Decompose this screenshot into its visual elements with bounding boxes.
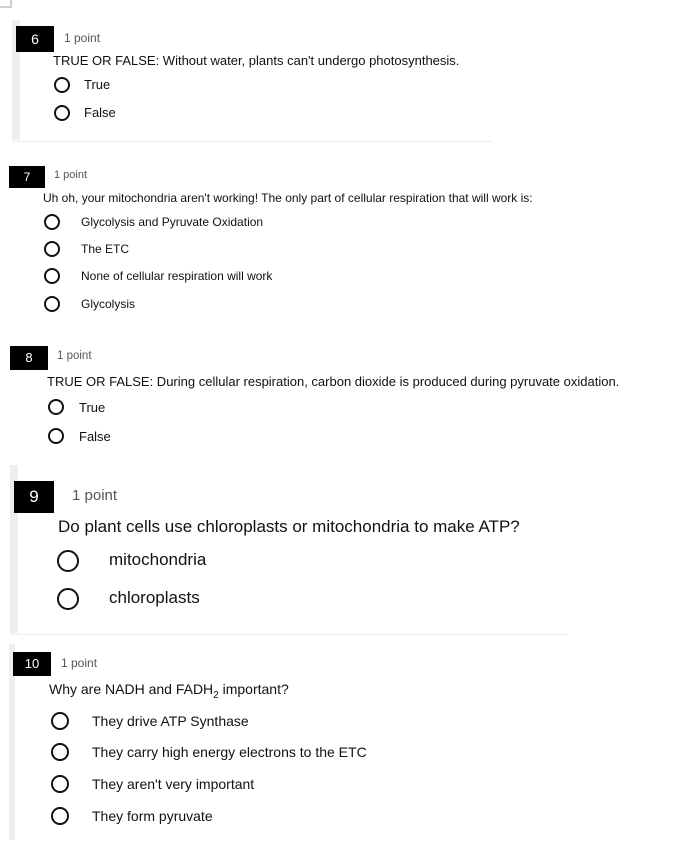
points-label: 1 point: [61, 656, 98, 670]
radio-form-pyruvate[interactable]: [51, 807, 69, 825]
radio-false[interactable]: [48, 428, 64, 444]
points-label: 1 point: [64, 31, 101, 45]
question-prompt: TRUE OR FALSE: Without water, plants can't undergo photosynthesis.: [53, 53, 460, 68]
option-label[interactable]: False: [79, 429, 111, 444]
points-label: 1 point: [57, 350, 92, 362]
question-number: 9: [14, 481, 54, 513]
option-label[interactable]: The ETC: [81, 242, 130, 256]
radio-glycolysis-pyruvate[interactable]: [44, 214, 60, 230]
option-label[interactable]: Glycolysis: [81, 297, 136, 311]
question-number: 6: [16, 26, 54, 52]
divider: [10, 634, 568, 635]
radio-etc[interactable]: [44, 241, 60, 257]
question-number: 10: [13, 652, 51, 676]
option-label[interactable]: False: [84, 105, 116, 120]
option-label[interactable]: They carry high energy electrons to the ETC: [92, 744, 367, 760]
points-label: 1 point: [54, 169, 88, 181]
radio-mitochondria[interactable]: [57, 550, 79, 572]
question-prompt: TRUE OR FALSE: During cellular respiration, carbon dioxide is produced during pyruvate oxidation.: [47, 374, 620, 389]
option-label[interactable]: True: [79, 400, 106, 415]
radio-glycolysis[interactable]: [44, 296, 60, 312]
radio-atp-synthase[interactable]: [51, 712, 69, 730]
prompt-part: Why are NADH and FADH: [49, 681, 214, 697]
option-label[interactable]: They aren't very important: [92, 776, 255, 792]
option-label[interactable]: They form pyruvate: [92, 808, 213, 824]
question-number: 8: [10, 346, 48, 370]
radio-true[interactable]: [54, 77, 70, 93]
points-label: 1 point: [72, 487, 118, 504]
prompt-part: important?: [218, 681, 289, 697]
option-label[interactable]: mitochondria: [109, 550, 207, 569]
question-prompt: Do plant cells use chloroplasts or mitochondria to make ATP?: [58, 517, 520, 536]
question-prompt: [49, 681, 289, 701]
radio-none[interactable]: [44, 268, 60, 284]
option-label[interactable]: None of cellular respiration will work: [81, 269, 273, 283]
radio-chloroplasts[interactable]: [57, 588, 79, 610]
question-prompt: Uh oh, your mitochondria aren't working! The only part of cellular respiration that will work is:: [43, 191, 533, 205]
window-corner: [0, 0, 12, 8]
radio-not-important[interactable]: [51, 775, 69, 793]
option-label[interactable]: They drive ATP Synthase: [92, 713, 249, 729]
option-label[interactable]: chloroplasts: [109, 588, 200, 607]
option-label[interactable]: True: [84, 77, 111, 92]
prompt-subscript: 2: [213, 689, 219, 701]
option-label[interactable]: Glycolysis and Pyruvate Oxidation: [81, 215, 264, 229]
radio-false[interactable]: [54, 105, 70, 121]
question-number: 7: [9, 166, 45, 188]
radio-high-energy-electrons[interactable]: [51, 743, 69, 761]
divider: [12, 141, 492, 142]
radio-true[interactable]: [48, 399, 64, 415]
